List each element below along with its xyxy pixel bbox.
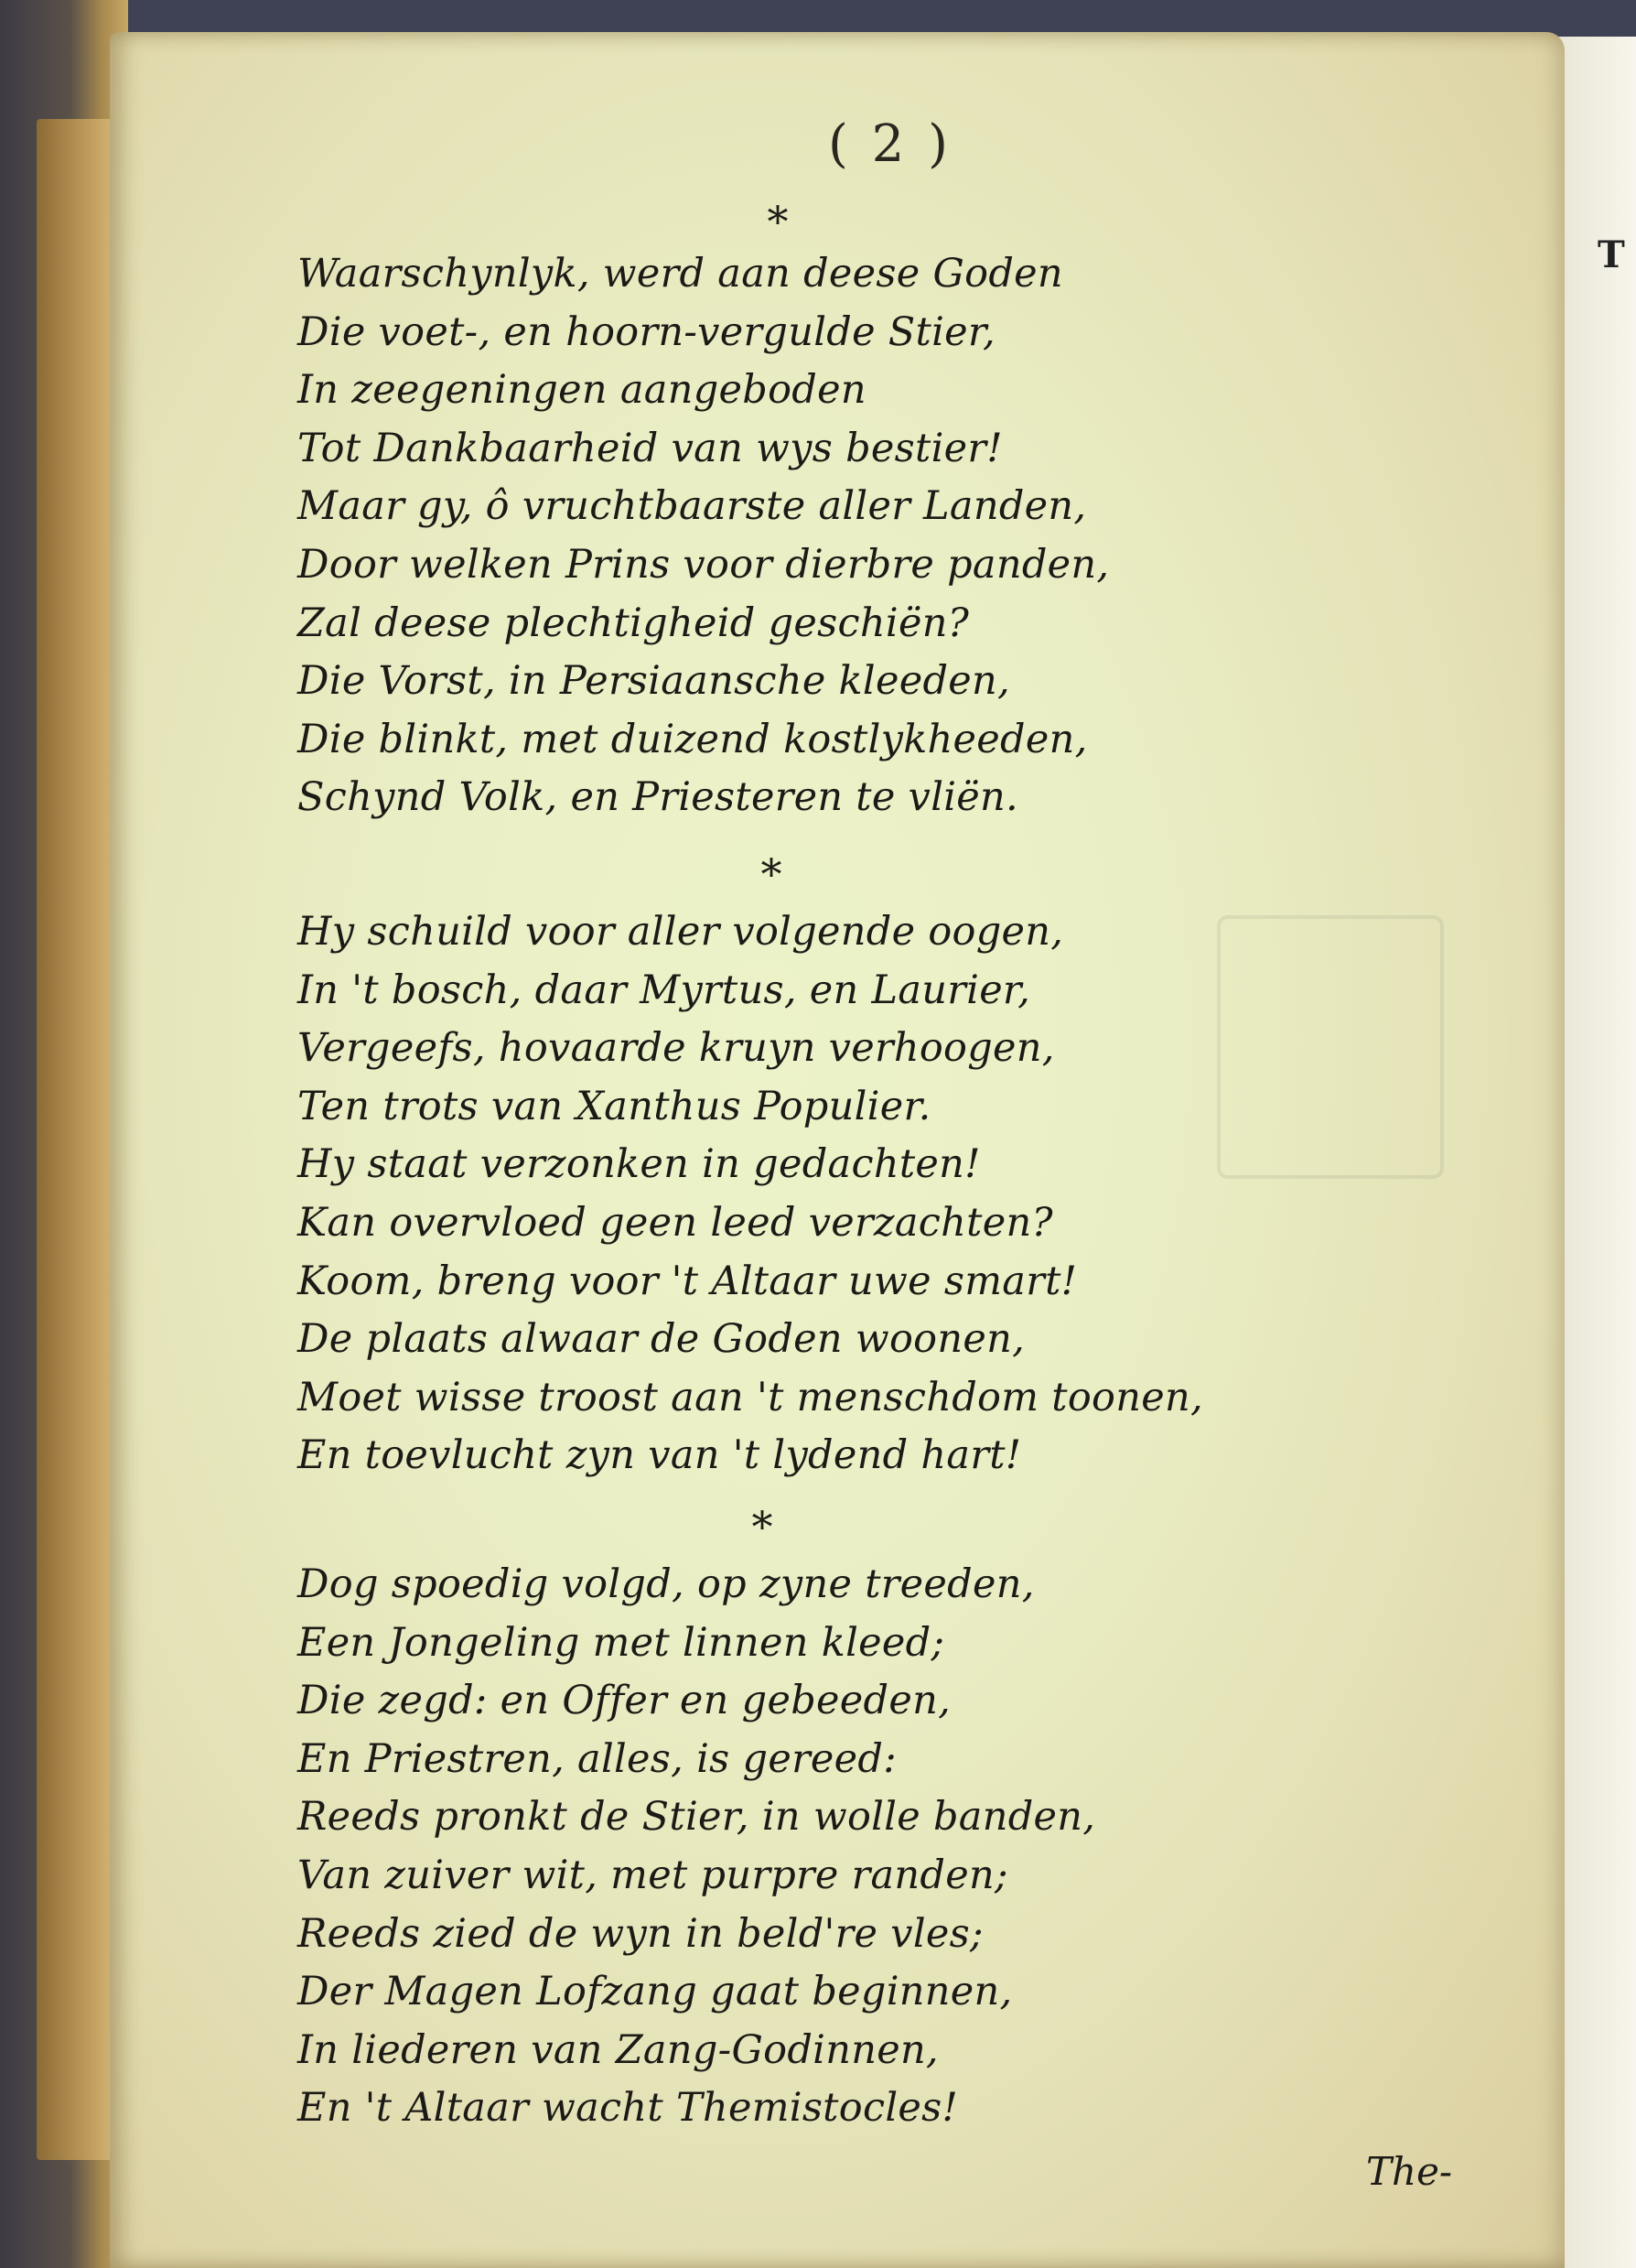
stanza-2 bbox=[297, 903, 1203, 1485]
verse-line: Vergeefs, hovaarde kruyn verhoogen, bbox=[297, 1025, 1055, 1072]
verse-line: Door welken Prins voor dierbre panden, bbox=[297, 541, 1110, 588]
verse-line: Maar gy, ô vruchtbaarste aller Landen, bbox=[297, 483, 1087, 530]
verse-line: Reeds pronkt de Stier, in wolle banden, bbox=[297, 1794, 1096, 1841]
stanza-3 bbox=[297, 1556, 1095, 2138]
right-facing-page bbox=[1555, 37, 1636, 2268]
verse-line: Hy staat verzonken in gedachten! bbox=[297, 1141, 981, 1188]
verse-line: Tot Dankbaarheid van wys bestier! bbox=[297, 425, 1003, 471]
verse-line: Moet wisse troost aan 't menschdom toonen, bbox=[297, 1374, 1203, 1420]
verse-line: Van zuiver wit, met purpre randen; bbox=[297, 1852, 1008, 1898]
verse-line: De plaats alwaar de Goden woonen, bbox=[297, 1316, 1026, 1363]
right-page-fragment: T bbox=[1598, 233, 1625, 276]
stanza-ornament: * bbox=[760, 849, 782, 899]
verse-line: Die voet-, en hoorn-vergulde Stier, bbox=[297, 308, 996, 355]
verse-line: Hy schuild voor aller volgende oogen, bbox=[297, 909, 1064, 955]
verse-line: Die zegd: en Offer en gebeeden, bbox=[297, 1678, 952, 1724]
verse-line: Zal deese plechtigheid geschiën? bbox=[297, 599, 970, 646]
stanza-ornament: * bbox=[751, 1502, 773, 1551]
verse-line: Koom, breng voor 't Altaar uwe smart! bbox=[297, 1258, 1078, 1304]
verse-line: Die blinkt, met duizend kostlykheeden, bbox=[297, 716, 1088, 762]
verse-line: In 't bosch, daar Myrtus, en Laurier, bbox=[297, 967, 1031, 1013]
catchword: The- bbox=[1366, 2149, 1453, 2194]
page-number: ( 2 ) bbox=[828, 114, 952, 174]
verse-line: In zeegeningen aangeboden bbox=[297, 367, 866, 414]
verse-line: Schynd Volk, en Priesteren te vliën. bbox=[297, 774, 1019, 821]
verse-line: Ten trots van Xanthus Populier. bbox=[297, 1083, 931, 1129]
show-through-shadow bbox=[1217, 915, 1444, 1179]
stanza-ornament: * bbox=[767, 197, 789, 246]
verse-line: Kan overvloed geen leed verzachten? bbox=[297, 1199, 1053, 1246]
verse-line: En Priestren, alles, is gereed: bbox=[297, 1735, 898, 1782]
verse-line: Een Jongeling met linnen kleed; bbox=[297, 1619, 945, 1666]
verse-line: En 't Altaar wacht Themistocles! bbox=[297, 2085, 959, 2132]
verse-line: En toevlucht zyn van 't lydend hart! bbox=[297, 1432, 1022, 1479]
verse-line: Reeds zied de wyn in beld're vles; bbox=[297, 1910, 984, 1957]
verse-line: Waarschynlyk, werd aan deese Goden bbox=[297, 251, 1063, 297]
stanza-1 bbox=[297, 245, 1109, 827]
verse-line: Der Magen Lofzang gaat beginnen, bbox=[297, 1969, 1013, 2015]
verse-line: Die Vorst, in Persiaansche kleeden, bbox=[297, 658, 1010, 705]
verse-line: In liederen van Zang-Godinnen, bbox=[297, 2026, 939, 2073]
verse-line: Dog spoedig volgd, op zyne treeden, bbox=[297, 1561, 1035, 1607]
